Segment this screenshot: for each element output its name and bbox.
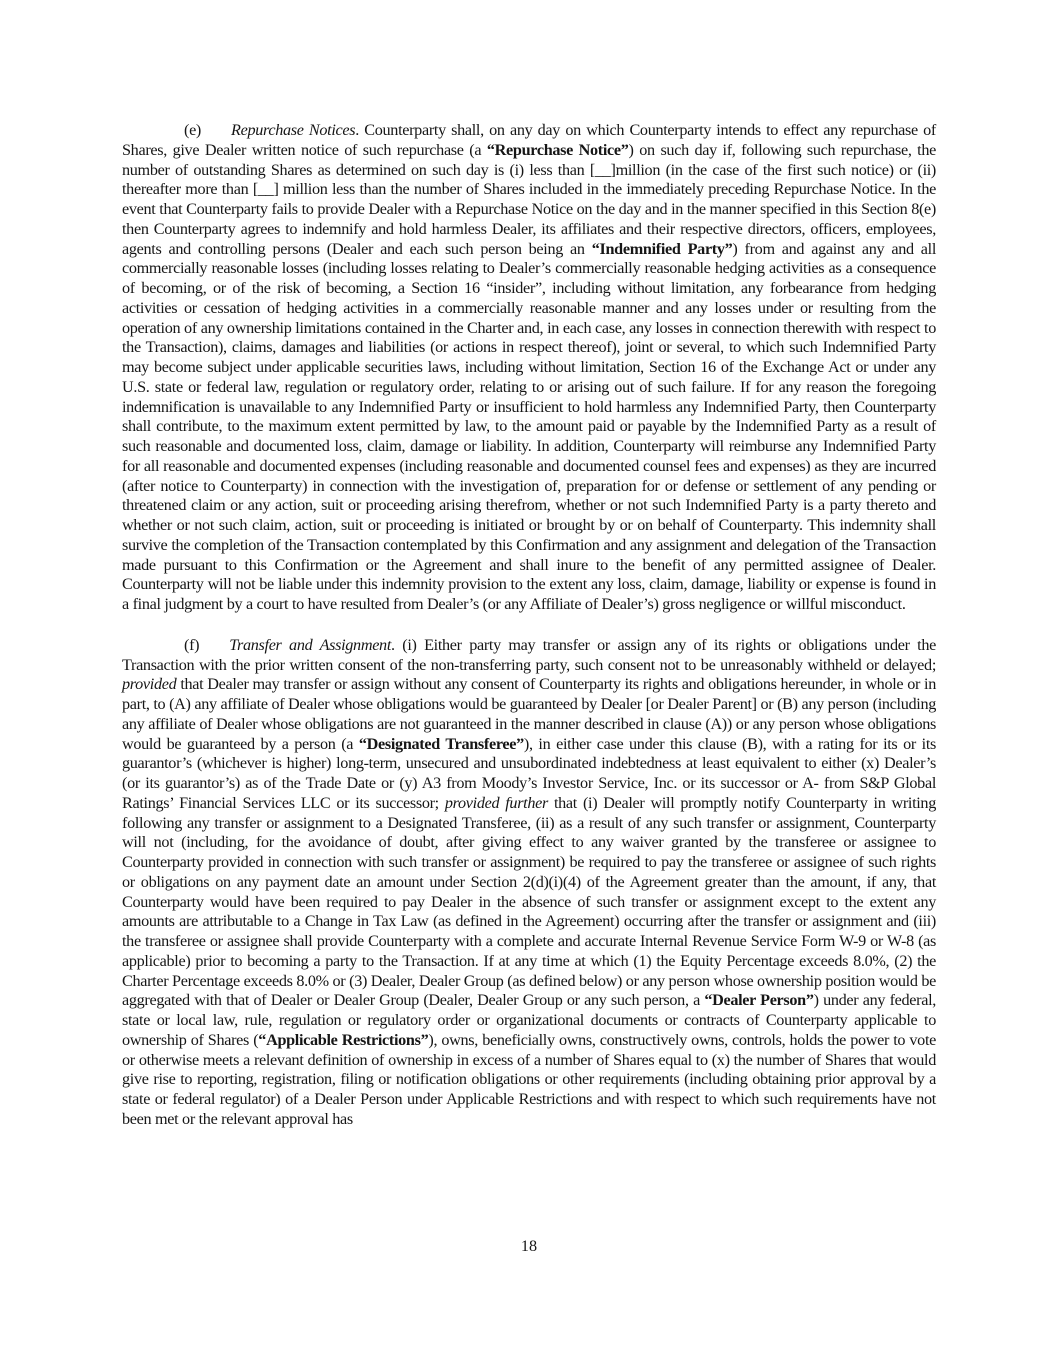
- text-run: . (i) Either party may transfer or assign any of its rights or obligations under the Transaction with the prior written consent of the non-transferring party, such consent not to be unreasonably withheld or delayed;: [122, 635, 936, 674]
- defined-term: “Dealer Person”: [704, 991, 814, 1010]
- document-body: [122, 121, 936, 1130]
- text-run: ) under any federal, state or local law, rule, regulation or regulatory order or organizational documents or contracts of Counterparty applicable to ownership of Shares (: [122, 991, 936, 1049]
- text-run: (f): [184, 635, 200, 654]
- defined-term: “Indemnified Party”: [591, 239, 733, 258]
- emphasized-text: Repurchase Notices: [231, 121, 356, 139]
- defined-term: “Applicable Restrictions”: [258, 1030, 429, 1049]
- text-run: ), in either case under this clause (B), with a rating for its or its guarantor’s (whichever is higher) long-term, unsecured and unsubordinated indebtedness at least equivalent to either (x) Dealer’s (or its guarantor’s) as of the Trade Date or (y) A3 from Moody’s Investor Service, Inc. or its successor or A- from S&P Global Ratings’ Financial Services LLC or its successor;: [122, 734, 937, 812]
- paragraph-repurchase-notices: [122, 121, 936, 615]
- emphasized-text: provided: [122, 675, 177, 694]
- text-run: ) from and against any and all commercially reasonable losses (including losses relating to Dealer’s commercially reasonable hedging activities as a consequence of becoming, or of the risk of becoming, a Section 16 “insider”, including without limitation, any forbearance from hedging activities or cessation of hedging activities in a commercially reasonable manner and any losses under or resulting from the operation of any ownership limitations contained in the Charter and, in each case, any losses in connection therewith with respect to the Transaction), claims, damages and liabilities (or actions in respect thereof), joint or several, to which such Indemnified Party may become subject under applicable securities laws, including without limitation, Section 16 of the Exchange Act or under any U.S. state or federal law, regulation or regulatory order, relating to or arising out of such failure. If for any reason the foregoing indemnification is unavailable to any Indemnified Party or insufficient to hold harmless any Indemnified Party, then Counterparty shall contribute, to the maximum extent permitted by law, to the amount paid or payable by the Indemnified Party as a result of such reasonable and documented loss, claim, damage or liability. In addition, Counterparty will reimburse any Indemnified Party for all reasonable and documented expenses (including reasonable and documented counsel fees and expenses) as they are incurred (after notice to Counterparty) in connection with the investigation of, preparation for or defense or settlement of any pending or threatened claim or any action, suit or proceeding arising therefrom, whether or not such Indemnified Party is a party thereto and whether or not such claim, action, suit or proceeding is initiated or brought by or on behalf of Counterparty. This indemnity shall survive the completion of the Transaction contemplated by this Confirmation and any assignment and delegation of the Transaction made pursuant to this Confirmation or the Agreement and shall inure to the benefit of any permitted assignee of Dealer. Counterparty will not be liable under this indemnity provision to the extent any loss, claim, damage, liability or expense is found in a final judgment by a court to have resulted from Dealer’s (or any Affiliate of Dealer’s) gross negligence or willful misconduct.: [122, 239, 937, 613]
- text-run: ) on such day if, following such repurchase, the number of outstanding Shares as determined on such day is (i) less than [__]million (in the case of the first such notice) or (ii) thereafter more than [__] million less than the number of Shares included in the immediately preceding Repurchase Notice. In the event that Counterparty fails to provide Dealer with a Repurchase Notice on the day and in the manner specified in this Section 8(e) then Counterparty agrees to indemnify and hold harmless Dealer, its affiliates and their respective directors, officers, employees, agents and controlling persons (Dealer and each such person being an: [122, 140, 937, 258]
- text-run: that (i) Dealer will promptly notify Counterparty in writing following any transfer or assignment to a Designated Transferee, (ii) as a result of any such transfer or assignment, Counterparty will not (including, for the avoidance of doubt, after giving effect to any waiver granted by the transferee or assignee to Counterparty provided in connection with such transfer or assignment) be required to pay the transferee or assignee of such rights or obligations on any payment date an amount under Section 2(d)(i)(4) of the Agreement greater than the amount, if any, that Counterparty would have been required to pay Dealer in the absence of such transfer or assignment except to the extent any amounts are attributable to a Change in Tax Law (as defined in the Agreement) occurring after the transfer or assignment and (iii) the transferee or assignee shall provide Counterparty with a complete and accurate Internal Revenue Service Form W-9 or W-8 (as applicable) prior to becoming a party to the Transaction. If at any time at which (1) the Equity Percentage exceeds 8.0%, (2) the Charter Percentage exceeds 8.0% or (3) Dealer, Dealer Group (as defined below) or any person whose ownership position would be aggregated with that of Dealer or Dealer Group (Dealer, Dealer Group or any such person, a: [122, 793, 936, 1010]
- text-run: (e): [184, 121, 202, 139]
- emphasized-text: Transfer and Assignment: [229, 635, 392, 654]
- paragraph-transfer-and-assignment: [122, 636, 936, 1130]
- text-run: . Counterparty shall, on any day on which Counterparty intends to effect any repurchase of Shares, give Dealer written notice of such repurchase (a: [122, 121, 936, 159]
- emphasized-text: provided further: [444, 793, 548, 812]
- page-number: 18: [520, 1237, 538, 1255]
- defined-term: “Repurchase Notice”: [486, 140, 629, 159]
- defined-term: “Designated Transferee”: [358, 734, 524, 753]
- text-run: ), owns, beneficially owns, constructively owns, controls, holds the power to vote or otherwise meets a relevant definition of ownership in excess of a number of Shares equal to (x) the number of Shares that would give rise to reporting, registration, filing or notification obligations or other requirements (including obtaining prior approval by a state or federal regulator) of a Dealer Person under Applicable Restrictions and with respect to which such requirements have not been met or the relevant approval has: [122, 1030, 936, 1128]
- text-run: that Dealer may transfer or assign without any consent of Counterparty its rights and obligations hereunder, in whole or in part, to (A) any affiliate of Dealer whose obligations would be guaranteed by Dealer [or Dealer Parent] or (B) any person (including any affiliate of Dealer whose obligations are not guaranteed in the manner described in clause (A)) or any person whose obligations would be guaranteed by a person (a: [122, 675, 936, 753]
